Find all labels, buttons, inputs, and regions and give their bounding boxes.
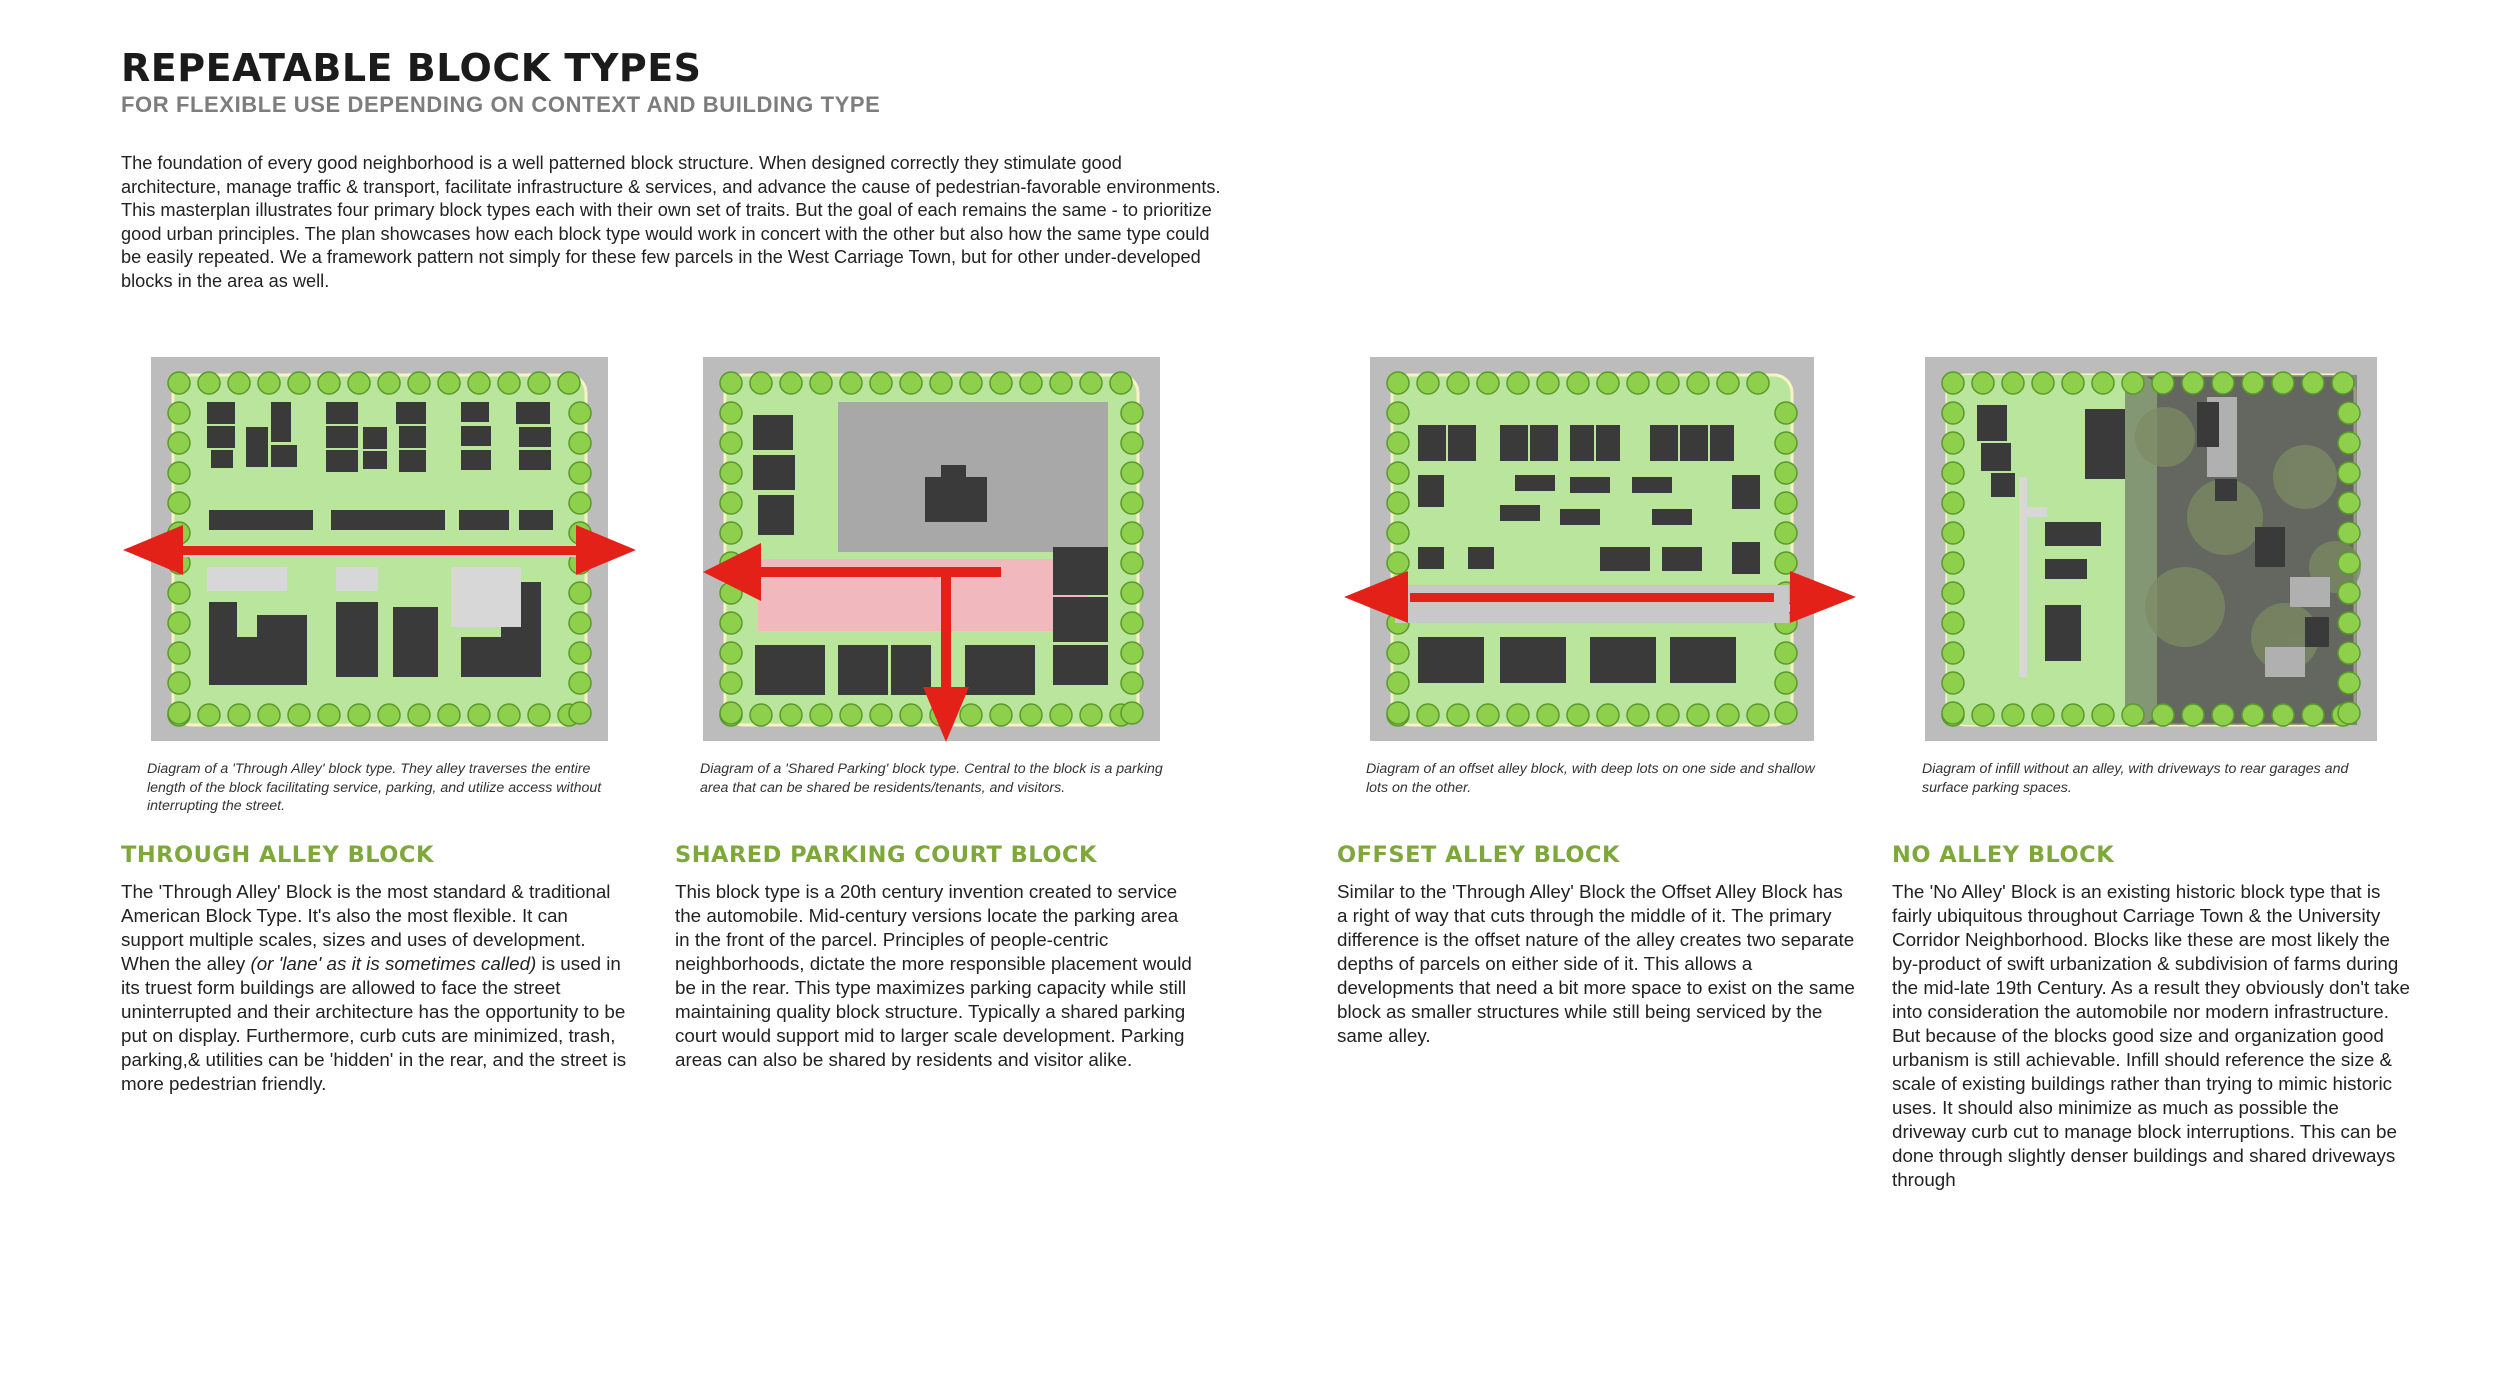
tree-icon <box>569 702 591 724</box>
tree-icon <box>1121 612 1143 634</box>
tree-icon <box>2338 492 2360 514</box>
tree-icon <box>750 372 772 394</box>
tree-icon <box>1121 702 1143 724</box>
tree-icon <box>900 704 922 726</box>
tree-icon <box>318 704 340 726</box>
tree-icon <box>1775 552 1797 574</box>
tree-icon <box>2122 704 2144 726</box>
tree-icon <box>2062 372 2084 394</box>
tree-icon <box>2002 372 2024 394</box>
tree-icon <box>720 702 742 724</box>
no-alley-body: The 'No Alley' Block is an existing historic block type that is fairly ubiquitous throughout Carriage Town & the University Corridor Neighborhood. Blocks like these are most likely the by-product of swift urbanization & subdivision of farms during the mid-late 19th Century. As a result they obviously don't take into consideration the automobile nor modern infrastructure. But because of the blocks good size and organization good urbanism is still achievable. Infill should reference the size & scale of existing buildings rather than trying to mimic historic uses. It should also minimize as much as possible the driveway curb cut to manage block interruptions. This can be done through slightly denser buildings and shared driveways through <box>1892 881 2410 1190</box>
tree-icon <box>1477 704 1499 726</box>
tree-icon <box>2338 522 2360 544</box>
no-alley-diagram <box>1925 357 2377 741</box>
tree-icon <box>720 492 742 514</box>
through-alley-body-part-2: is used in its truest form buildings are allowed to face the street uninterrupted and their architecture has the opportunity to be put on display. Furthermore, curb cuts are minimized, trash, parking,& utilities can be 'hidden' in the rear, and the street is more pedestrian friendly. <box>121 953 627 1094</box>
tree-icon <box>2212 704 2234 726</box>
tree-icon <box>2332 372 2354 394</box>
tree-icon <box>288 372 310 394</box>
tree-icon <box>438 372 460 394</box>
tree-icon <box>1942 642 1964 664</box>
tree-icon <box>810 704 832 726</box>
tree-icon <box>2092 704 2114 726</box>
tree-icon <box>1942 462 1964 484</box>
shared-parking-body: This block type is a 20th century invention created to service the automobile. Mid-century versions locate the parking area in the front of the parcel. Principles of people-centric neighborhoods, dictate the more responsible placement would be in the rear. This type maximizes parking capacity while still maintaining quality block structure. Typically a shared parking court would support mid to larger scale development. Parking areas can also be shared by residents and visitor alike. <box>675 881 1192 1070</box>
tree-icon <box>1687 704 1709 726</box>
tree-icon <box>2152 704 2174 726</box>
tree-icon <box>1747 372 1769 394</box>
tree-icon <box>528 372 550 394</box>
tree-icon <box>2338 612 2360 634</box>
tree-icon <box>1121 552 1143 574</box>
tree-icon <box>1717 704 1739 726</box>
tree-icon <box>1942 432 1964 454</box>
tree-icon <box>1387 702 1409 724</box>
no-alley-heading: NO ALLEY BLOCK <box>1892 842 2115 868</box>
tree-icon <box>1080 704 1102 726</box>
tree-icon <box>1507 372 1529 394</box>
tree-icon <box>2338 402 2360 424</box>
tree-icon <box>1387 462 1409 484</box>
tree-icon <box>1447 704 1469 726</box>
tree-icon <box>1387 492 1409 514</box>
tree-icon <box>2032 372 2054 394</box>
tree-icon <box>318 372 340 394</box>
tree-icon <box>1447 372 1469 394</box>
intro-paragraph: The foundation of every good neighborhood is a well patterned block structure. When designed correctly they stimulate good architecture, manage traffic & transport, facilitate infrastructure & services, and advance the cause of pedestrian-favorable environments. This masterplan illustrates four primary block types each with their own set of traits. But the goal of each remains the same - to prioritize good urban principles. The plan showcases how each block type would work in concert with the other but also how the same type could be easily repeated. We a framework pattern not simply for these few parcels in the West Carriage Town, but for other under-developed blocks in the area as well. <box>121 153 1221 291</box>
tree-icon <box>720 372 742 394</box>
through-alley-diagram <box>151 357 608 741</box>
tree-icon <box>1537 704 1559 726</box>
tree-icon <box>569 402 591 424</box>
tree-icon <box>1775 672 1797 694</box>
through-alley-body-aside: (or 'lane' as it is sometimes called) <box>250 953 537 974</box>
shared-parking-diagram <box>703 357 1160 741</box>
tree-icon <box>900 372 922 394</box>
shared-parking-caption: Diagram of a 'Shared Parking' block type. Central to the block is a parking area that can be shared be residents/tenants, and visitors. <box>700 761 1163 796</box>
tree-icon <box>1627 704 1649 726</box>
tree-icon <box>168 672 190 694</box>
through-alley-caption: Diagram of a 'Through Alley' block type. They alley traverses the entire length of the block facilitating service, parking, and utilize access without interrupting the street. <box>147 761 602 814</box>
tree-icon <box>1080 372 1102 394</box>
tree-icon <box>348 372 370 394</box>
tree-icon <box>468 704 490 726</box>
tree-icon <box>930 372 952 394</box>
tree-icon <box>1942 522 1964 544</box>
tree-icon <box>569 462 591 484</box>
tree-icon <box>168 612 190 634</box>
tree-icon <box>1417 704 1439 726</box>
tree-icon <box>569 642 591 664</box>
tree-icon <box>720 672 742 694</box>
tree-icon <box>1121 522 1143 544</box>
tree-icon <box>1775 432 1797 454</box>
tree-icon <box>960 372 982 394</box>
tree-icon <box>468 372 490 394</box>
tree-icon <box>960 704 982 726</box>
tree-icon <box>1387 642 1409 664</box>
tree-icon <box>1121 432 1143 454</box>
tree-icon <box>1597 704 1619 726</box>
through-alley-body <box>121 880 633 1096</box>
tree-icon <box>2122 372 2144 394</box>
tree-icon <box>1717 372 1739 394</box>
tree-icon <box>569 432 591 454</box>
tree-icon <box>2338 672 2360 694</box>
tree-icon <box>1020 372 1042 394</box>
tree-icon <box>168 492 190 514</box>
tree-icon <box>228 704 250 726</box>
tree-icon <box>1657 372 1679 394</box>
tree-icon <box>168 582 190 604</box>
offset-alley-caption: Diagram of an offset alley block, with deep lots on one side and shallow lots on the other. <box>1366 761 1815 796</box>
tree-icon <box>1747 704 1769 726</box>
tree-icon <box>2338 432 2360 454</box>
tree-icon <box>2272 372 2294 394</box>
tree-icon <box>1020 704 1042 726</box>
tree-icon <box>228 372 250 394</box>
tree-icon <box>2272 704 2294 726</box>
tree-icon <box>1121 492 1143 514</box>
tree-icon <box>1121 672 1143 694</box>
tree-icon <box>720 612 742 634</box>
tree-icon <box>408 704 430 726</box>
tree-icon <box>1050 372 1072 394</box>
tree-icon <box>1121 642 1143 664</box>
tree-icon <box>1942 672 1964 694</box>
tree-icon <box>198 704 220 726</box>
tree-icon <box>1627 372 1649 394</box>
tree-icon <box>2182 704 2204 726</box>
tree-icon <box>2338 642 2360 664</box>
tree-icon <box>1942 582 1964 604</box>
tree-icon <box>810 372 832 394</box>
tree-icon <box>1567 704 1589 726</box>
tree-icon <box>1775 462 1797 484</box>
tree-icon <box>1121 462 1143 484</box>
tree-icon <box>2062 704 2084 726</box>
tree-icon <box>1775 492 1797 514</box>
tree-icon <box>780 372 802 394</box>
tree-icon <box>1507 704 1529 726</box>
tree-icon <box>378 704 400 726</box>
tree-icon <box>498 372 520 394</box>
tree-icon <box>720 462 742 484</box>
tree-icon <box>1687 372 1709 394</box>
tree-icon <box>408 372 430 394</box>
tree-icon <box>1050 704 1072 726</box>
tree-icon <box>1597 372 1619 394</box>
tree-icon <box>569 672 591 694</box>
no-alley-caption: Diagram of infill without an alley, with driveways to rear garages and surface parking spaces. <box>1922 761 2349 796</box>
tree-icon <box>1775 402 1797 424</box>
tree-icon <box>168 402 190 424</box>
tree-icon <box>1121 402 1143 424</box>
tree-icon <box>348 704 370 726</box>
tree-icon <box>558 372 580 394</box>
tree-icon <box>1775 522 1797 544</box>
tree-icon <box>1121 582 1143 604</box>
tree-icon <box>258 704 280 726</box>
offset-alley-heading: OFFSET ALLEY BLOCK <box>1337 842 1620 868</box>
tree-icon <box>258 372 280 394</box>
tree-icon <box>1942 702 1964 724</box>
tree-icon <box>1775 702 1797 724</box>
tree-icon <box>2032 704 2054 726</box>
through-alley-body-part-1: The 'Through Alley' Block is the most standard & traditional American Block Type. It's also the most flexible. It can support multiple scales, sizes and uses of development. When the alley <box>121 881 611 974</box>
tree-icon <box>2338 582 2360 604</box>
tree-icon <box>990 704 1012 726</box>
tree-icon <box>1387 432 1409 454</box>
tree-icon <box>1657 704 1679 726</box>
tree-icon <box>1417 372 1439 394</box>
tree-icon <box>870 704 892 726</box>
tree-icon <box>1537 372 1559 394</box>
tree-icon <box>198 372 220 394</box>
tree-icon <box>1942 402 1964 424</box>
tree-icon <box>1387 672 1409 694</box>
tree-icon <box>2338 702 2360 724</box>
tree-icon <box>720 522 742 544</box>
tree-icon <box>1387 552 1409 574</box>
tree-icon <box>1775 642 1797 664</box>
tree-icon <box>870 372 892 394</box>
tree-icon <box>1942 492 1964 514</box>
tree-icon <box>1567 372 1589 394</box>
tree-icon <box>1387 372 1409 394</box>
tree-icon <box>2182 372 2204 394</box>
tree-icon <box>840 704 862 726</box>
tree-icon <box>168 432 190 454</box>
tree-icon <box>2338 462 2360 484</box>
tree-icon <box>378 372 400 394</box>
tree-icon <box>2002 704 2024 726</box>
tree-icon <box>569 612 591 634</box>
page-title: REPEATABLE BLOCK TYPES <box>121 46 702 90</box>
tree-icon <box>990 372 1012 394</box>
offset-alley-diagram <box>1370 357 1814 741</box>
tree-icon <box>840 372 862 394</box>
shared-parking-heading: SHARED PARKING COURT BLOCK <box>675 842 1097 868</box>
tree-icon <box>2212 372 2234 394</box>
tree-icon <box>1387 402 1409 424</box>
tree-icon <box>720 642 742 664</box>
tree-icon <box>168 702 190 724</box>
tree-icon <box>569 492 591 514</box>
tree-icon <box>1972 372 1994 394</box>
tree-icon <box>1942 612 1964 634</box>
tree-icon <box>2092 372 2114 394</box>
through-alley-heading: THROUGH ALLEY BLOCK <box>121 842 434 868</box>
tree-icon <box>498 704 520 726</box>
tree-icon <box>1942 552 1964 574</box>
tree-icon <box>2242 704 2264 726</box>
tree-icon <box>720 402 742 424</box>
tree-icon <box>168 642 190 664</box>
tree-icon <box>438 704 460 726</box>
tree-icon <box>750 704 772 726</box>
tree-icon <box>2152 372 2174 394</box>
tree-icon <box>1942 372 1964 394</box>
tree-icon <box>168 462 190 484</box>
tree-icon <box>1972 704 1994 726</box>
tree-icon <box>569 582 591 604</box>
tree-icon <box>528 704 550 726</box>
tree-icon <box>288 704 310 726</box>
tree-icon <box>2242 372 2264 394</box>
tree-icon <box>780 704 802 726</box>
tree-icon <box>720 432 742 454</box>
tree-icon <box>1477 372 1499 394</box>
tree-icon <box>168 372 190 394</box>
tree-icon <box>2338 552 2360 574</box>
tree-icon <box>1387 522 1409 544</box>
tree-icon <box>2302 704 2324 726</box>
tree-icon <box>2302 372 2324 394</box>
page-subtitle: FOR FLEXIBLE USE DEPENDING ON CONTEXT AND BUILDING TYPE <box>121 92 881 117</box>
offset-alley-body: Similar to the 'Through Alley' Block the Offset Alley Block has a right of way that cuts through the middle of it. The primary difference is the offset nature of the alley creates two separate depths of parcels on either side of it. This allows a developments that need a bit more space to exist on the same block as smaller structures while still being serviced by the same alley. <box>1337 881 1855 1046</box>
tree-icon <box>1110 372 1132 394</box>
